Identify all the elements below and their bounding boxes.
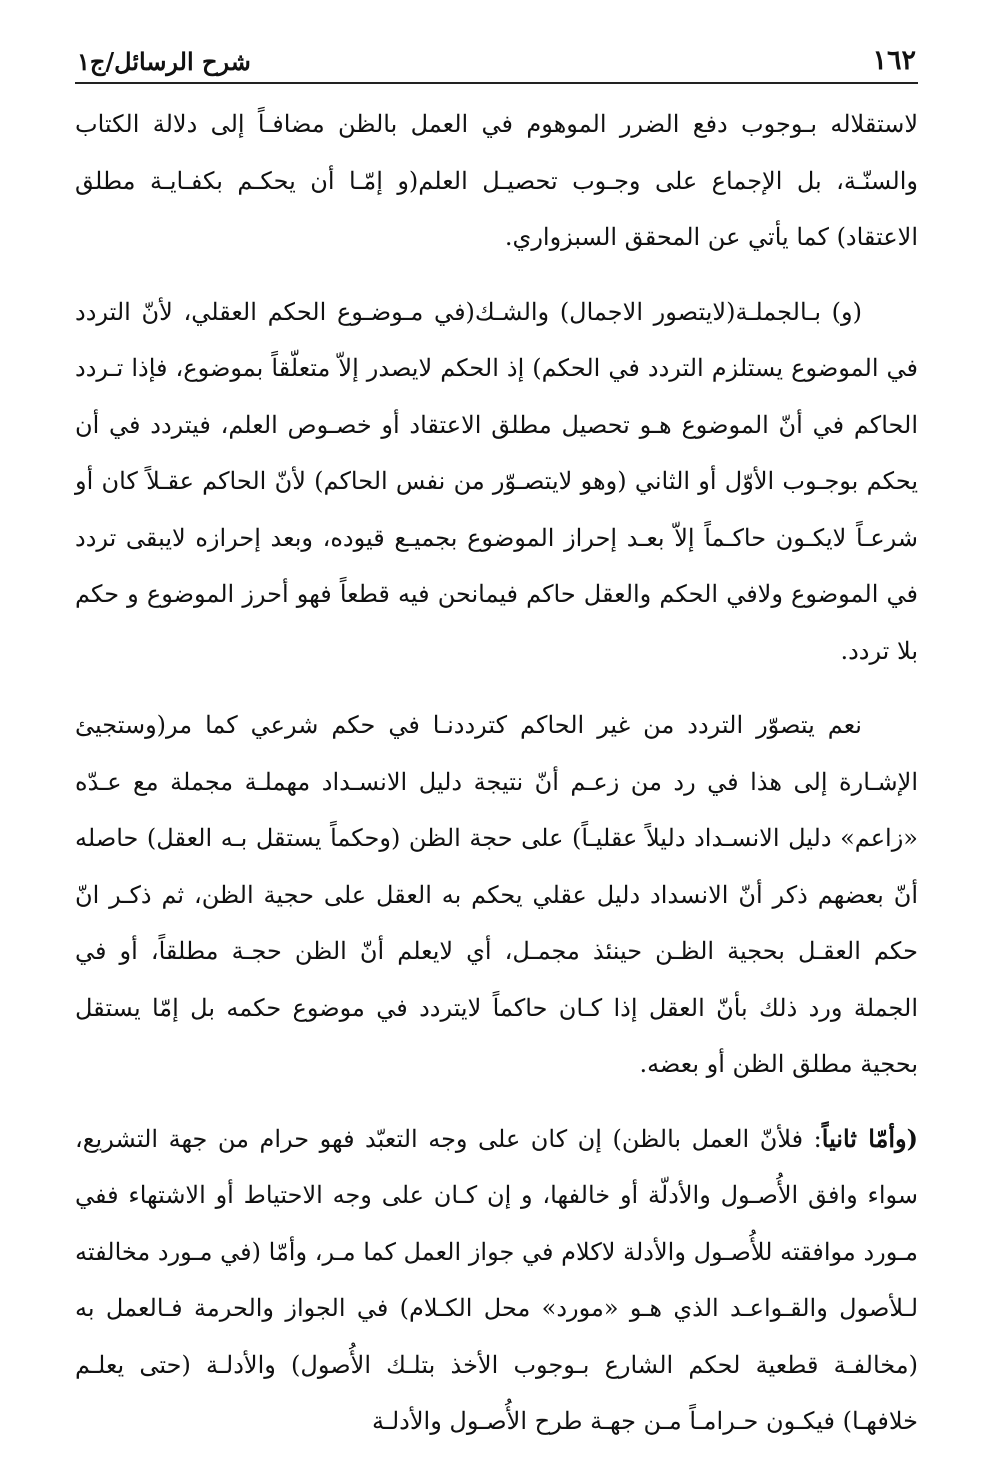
page-number: ١٦٢	[872, 45, 916, 76]
paragraph-3: نعم يتصوّر التردد من غير الحاكم كترددنـا في حكم شرعي كما مر(وستجيئ الإشـارة إلى هذا في رد من زعـم أنّ نتيجة دليل الانسـداد مهملـة مجملة مع عـدّه «زاعم» دليل الانسـداد دليلاً عقليـاً) على حجة الظن (وحكماً يستقل بـه العقل) حاصله أنّ بعضهم ذكر أنّ الانسداد دليل عقلي يحكم به العقل على حجية الظن، ثم ذكـر انّ حكم العقـل بحجية الظـن حينئذ مجمـل، أي لايعلم أنّ الظن حجـة مطلقاً، أو في الجملة ورد ذلك بأنّ العقل إذا كـان حاكماً لايتردد في موضوع حكمه بل إمّا يستقل بحجية مطلق الظن أو بعضه.	[75, 711, 918, 1078]
body-text	[75, 96, 918, 1450]
page-header	[75, 42, 918, 84]
paragraph-4-text: : فلأنّ العمل بالظن) إن كان على وجه التعبّد فهو حرام من جهة التشريع، سواء وافق الأُصـول والأدلّة أو خالفها، و إن كـان على وجه الاحتياط أو الاشتهاء ففي مـورد موافقته للأُصـول والأدلة لاكلام في جواز العمل كما مـر، وأمّا (في مـورد مخالفته لـلأصول والقـواعـد الذي هـو «مورد» محل الكـلام) في الجواز والحرمة فـالعمل به (مخالفـة قطعية لحكم الشارع بـوجوب الأخذ بتلـك الأُصول) والأدلـة (حتى يعلـم خلافهـا) فيكـون حـرامـاً مـن جهـة طرح الأُصـول والأدلـة	[75, 1124, 919, 1435]
paragraph-4-lead: (وأمّا ثانياً	[821, 1123, 918, 1153]
paragraph-4	[75, 1111, 918, 1450]
running-title: شرح الرسائل/ج١	[77, 47, 251, 76]
paragraph-1: لاستقلاله بـوجوب دفع الضرر الموهوم في العمل بالظن مضافـاً إلى دلالة الكتاب والسنّـة، بل الإجماع على وجـوب تحصيـل العلم(و إمّـا أن يحكـم بكفـايـة مطلق الاعتقاد) كما يأتي عن المحقق السبزواري.	[75, 110, 919, 251]
paragraph-2: (و) بـالجملـة(لايتصور الاجمال) والشـك(في مـوضـوع الحكم العقلي، لأنّ التردد في الموضوع يستلزم التردد في الحكم) إذ الحكم لايصدر إلاّ متعلّقاً بموضوع، فإذا تـردد الحاكم في أنّ الموضوع هـو تحصيل مطلق الاعتقاد أو خصـوص العلم، فيتردد في أن يحكم بوجـوب الأوّل أو الثاني (وهو لايتصـوّر من نفس الحاكم) لأنّ الحاكم عقـلاً كان أو شرعـاً لايكـون حاكـماً إلاّ بعـد إحراز الموضوع بجميـع قيوده، وبعد إحرازه لايبقى تردد في الموضوع ولافي الحكم والعقل حاكم فيمانحن فيه قطعاً فهو أحرز الموضوع و حكم بلا تردد.	[75, 297, 918, 665]
